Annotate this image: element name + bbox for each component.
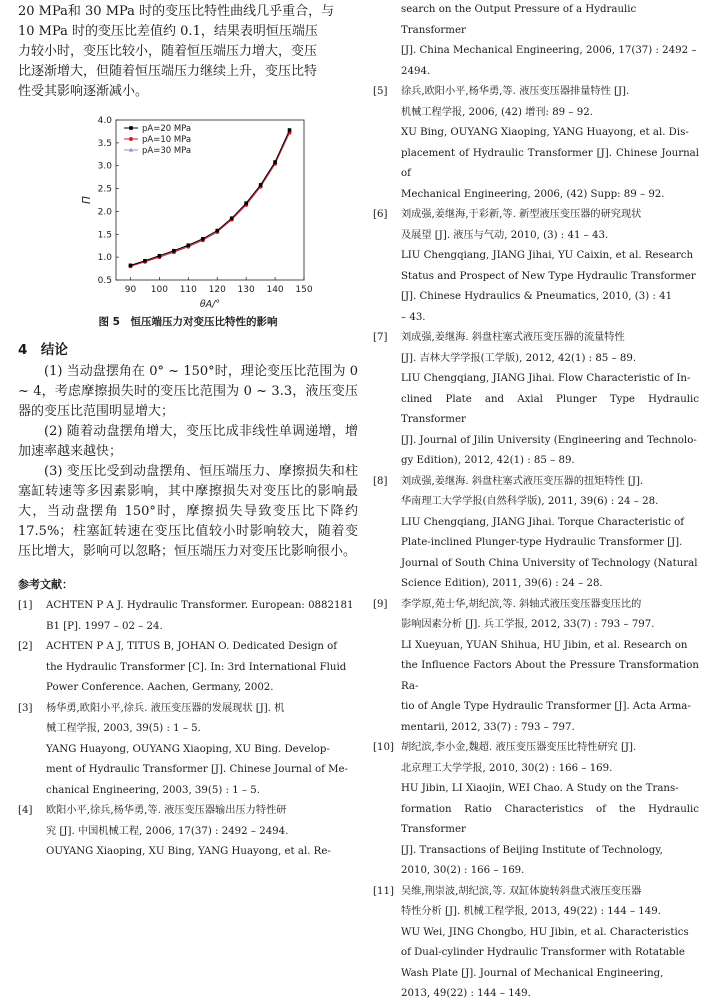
intro-line: 力较小时，变压比较小，随着恒压端压力增大，变压 <box>18 44 318 59</box>
reference-text <box>46 801 358 863</box>
y-tick-label: 3.5 <box>97 138 112 149</box>
x-tick-label: 130 <box>237 285 255 295</box>
intro-line: 10 MPa 时的变压比差值约 0.1，结果表明恒压端压 <box>18 24 318 39</box>
reference-item <box>18 637 358 699</box>
figure-caption: 图 5 恒压端压力对变压比特性的影响 <box>98 316 278 328</box>
reference-number: [2] <box>18 641 33 652</box>
ref-line: LI Xueyuan, YUAN Shihua, HU Jibin, et al. Research on <box>401 639 688 651</box>
ref-line: 及展望 [J]. 液压与气动, 2010, (3) : 41 – 43. <box>401 229 609 241</box>
ref-line: Science Edition), 2011, 39(6) : 24 – 28. <box>401 578 603 589</box>
reference-item <box>373 738 699 882</box>
reference-text <box>46 637 358 699</box>
data-point <box>230 216 234 220</box>
ref-line: 机械工程学报, 2006, (42) 增刊: 89 – 92. <box>401 106 593 118</box>
legend-marker <box>129 137 133 141</box>
ref-line: [J]. Chinese Hydraulics & Pneumatics, 2010, (3) : 41 <box>401 291 673 302</box>
reference-text <box>401 472 699 595</box>
ref-line: 刘成强,姜继海,于彩新,等. 新型液压变压器的研究现状 <box>401 209 642 220</box>
ref-line: 欧阳小平,徐兵,杨华勇,等. 液压变压器输出压力特性研 <box>46 805 287 816</box>
ref-line: 2013, 49(22) : 144 – 149. <box>401 988 531 999</box>
ref-line: 北京理工大学学报, 2010, 30(2) : 166 – 169. <box>401 762 613 774</box>
data-point <box>187 243 191 247</box>
legend-marker <box>129 126 133 130</box>
ref-line: XU Bing, OUYANG Xiaoping, YANG Huayong, et al. Dis- <box>401 127 689 138</box>
ref-line: 杨华勇,欧阳小平,徐兵. 液压变压器的发展现状 [J]. 机 <box>46 702 285 714</box>
x-tick-label: 100 <box>150 285 168 295</box>
data-point <box>143 259 147 263</box>
reference-item <box>373 472 699 595</box>
ref-line: tio of Angle Type Hydraulic Transformer [J]. Acta Arma- <box>401 701 691 712</box>
reference-text <box>401 205 699 328</box>
x-tick-label: 140 <box>266 285 284 295</box>
conclusion-1: (1) 当动盘摆角在 0° ~ 150°时，理论变压比范围为 0 ~ 4，考虑摩擦损失时的变压比范围为 0 ~ 3.3，液压变压器的变压比范围明显增大； <box>18 364 358 419</box>
reference-number: [10] <box>373 742 394 753</box>
ref-line: clined Plate and Axial Plunger Type Hydraulic Transformer <box>401 393 699 425</box>
reference-item <box>373 328 699 472</box>
y-tick-label: 2.0 <box>97 207 112 218</box>
legend-label: pA=30 MPa <box>142 146 192 156</box>
reference-number: [1] <box>18 600 33 611</box>
legend-label: pA=20 MPa <box>142 124 192 134</box>
ref-line: formation Ratio Characteristics of the Hydraulic Transformer <box>401 803 699 835</box>
ref-line: OUYANG Xiaoping, XU Bing, YANG Huayong, et al. Re- <box>46 846 331 857</box>
ref-line: 李学原,苑士华,胡纪滨,等. 斜轴式液压变压器变压比的 <box>401 598 642 610</box>
ref-line: search on the Output Pressure of a Hydraulic Transformer <box>401 4 637 36</box>
ref-line: Wash Plate [J]. Journal of Mechanical Engineering, <box>401 967 664 979</box>
data-point <box>201 237 205 241</box>
ref-line: ACHTEN P A J. Hydraulic Transformer. European: 0882181 <box>46 600 354 611</box>
ref-line: 械工程学报, 2003, 39(5) : 1 – 5. <box>46 723 201 734</box>
ref-line: YANG Huayong, OUYANG Xiaoping, XU Bing. Develop- <box>46 743 330 755</box>
y-tick-label: 4.0 <box>97 116 112 126</box>
ref-line: [J]. Journal of Jilin University (Engineering and Technolo- <box>401 434 697 446</box>
reference-item <box>18 801 358 863</box>
reference-item <box>373 595 699 739</box>
ref-line: 徐兵,欧阳小平,杨华勇,等. 液压变压器排量特性 [J]. <box>401 86 630 97</box>
data-point <box>273 160 277 164</box>
ref-line: Status and Prospect of New Type Hydraulic Transformer <box>401 270 696 282</box>
legend-label: pA=10 MPa <box>142 135 192 145</box>
reference-text <box>401 82 699 205</box>
reference-text <box>401 595 699 739</box>
conclusion-2: (2) 随着动盘摆角增大，变压比成非线性单调递增，增加速率越来越快； <box>18 424 358 459</box>
left-column <box>18 0 358 863</box>
ref-line: the Influence Factors About the Pressure Transformation Ra- <box>401 660 699 692</box>
x-tick-label: 150 <box>295 285 313 295</box>
y-tick-label: 0.5 <box>97 276 112 286</box>
ref-line: HU Jibin, LI Xiaojin, WEI Chao. A Study on the Trans- <box>401 783 679 794</box>
ref-line: mentarii, 2012, 33(7) : 793 – 797. <box>401 721 575 733</box>
chart-svg <box>18 108 358 314</box>
ref-line: – 43. <box>401 311 426 323</box>
references-title: 参考文献： <box>18 578 73 591</box>
reference-number: [4] <box>18 805 33 816</box>
ref-line: 影响因素分析 [J]. 兵工学报, 2012, 33(7) : 793 – 797. <box>401 619 655 630</box>
ref-line: 吴维,荆崇波,胡纪滨,等. 双缸体旋转斜盘式液压变压器 <box>401 885 642 897</box>
y-tick-label: 3.0 <box>97 161 112 172</box>
ref-line: [J]. China Mechanical Engineering, 2006, 17(37) : 2492 – <box>401 45 697 56</box>
x-axis-label: θA/° <box>199 299 221 310</box>
reference-item <box>18 596 358 637</box>
x-tick-label: 90 <box>124 285 137 295</box>
x-tick-label: 110 <box>179 285 197 295</box>
reference-text <box>46 596 358 637</box>
ref-line: B1 [P]. 1997 – 02 – 24. <box>46 620 163 632</box>
reference-item <box>373 82 699 205</box>
ref-line: WU Wei, JING Chongbo, HU Jibin, et al. Characteristics <box>401 926 689 938</box>
ref-line: LIU Chengqiang, JIANG Jihai. Flow Characteristic of In- <box>401 373 691 384</box>
data-point <box>215 229 219 233</box>
ref-line: 究 [J]. 中国机械工程, 2006, 17(37) : 2492 – 2494. <box>46 825 289 837</box>
data-point <box>288 128 292 132</box>
references-left <box>18 596 358 863</box>
ref-line: 2494. <box>401 65 431 77</box>
ref-line: 特性分析 [J]. 机械工程学报, 2013, 49(22) : 144 – 149. <box>401 906 661 917</box>
ref-line: 华南理工大学学报(自然科学版), 2011, 39(6) : 24 – 28. <box>401 496 659 507</box>
figure-5-chart <box>18 108 358 314</box>
ref-line: 2010, 30(2) : 166 – 169. <box>401 865 525 876</box>
reference-number: [9] <box>373 598 388 610</box>
intro-paragraph <box>18 2 358 102</box>
reference-4-continued <box>373 0 699 82</box>
section-title: 4 结论 <box>18 342 68 358</box>
ref-line: ment of Hydraulic Transformer [J]. Chinese Journal of Me- <box>46 764 348 775</box>
ref-line: 胡纪滨,李小金,魏超. 液压变压器变压比特性研究 [J]. <box>401 742 637 753</box>
data-point <box>244 201 248 205</box>
reference-text <box>401 328 699 472</box>
conclusion-3: (3) 变压比受到动盘摆角、恒压端压力、摩擦损失和柱塞缸转速等多因素影响，其中摩擦损失对变压比的影响最大，当动盘摆角 150°时，摩擦损失导致变压比下降约 17.5%；柱塞缸转速在变压比值较小时影响较大，随着变压比增大，影响可以忽略；恒压端压力对变压比影响很小。 <box>18 464 358 559</box>
data-point <box>259 183 263 187</box>
ref-line: Power Conference. Aachen, Germany, 2002. <box>46 682 274 693</box>
ref-line: Plate-inclined Plunger-type Hydraulic Transformer [J]. <box>401 537 683 548</box>
ref-line: chanical Engineering, 2003, 39(5) : 1 – 5. <box>46 784 260 796</box>
ref-line: 刘成强,姜继海. 斜盘柱塞式液压变压器的流量特性 <box>401 332 625 343</box>
reference-text <box>46 699 358 802</box>
reference-number: [6] <box>373 209 388 220</box>
data-point <box>158 254 162 258</box>
y-tick-label: 1.0 <box>97 253 112 264</box>
ref-line: the Hydraulic Transformer [C]. In: 3rd International Fluid <box>46 661 347 673</box>
right-column <box>373 0 699 1005</box>
reference-item <box>18 699 358 802</box>
y-tick-label: 1.5 <box>97 230 112 241</box>
intro-line: 性受其影响逐渐减小。 <box>18 84 149 99</box>
ref-line: Journal of South China University of Technology (Natural <box>401 557 698 569</box>
ref-line: [J]. Transactions of Beijing Institute of Technology, <box>401 844 663 856</box>
reference-item <box>373 205 699 328</box>
reference-number: [3] <box>18 702 33 714</box>
reference-number: [7] <box>373 332 388 343</box>
ref-line: LIU Chengqiang, JIANG Jihai. Torque Characteristic of <box>401 516 685 528</box>
ref-line: Mechanical Engineering, 2006, (42) Supp: 89 – 92. <box>401 188 665 200</box>
reference-item <box>373 882 699 1005</box>
ref-line: ACHTEN P A J, TITUS B, JOHAN O. Dedicated Design of <box>46 641 338 652</box>
y-tick-label: 2.5 <box>97 184 112 195</box>
intro-line: 20 MPa和 30 MPa 时的变压比特性曲线几乎重合，与 <box>18 4 335 19</box>
reference-number: [8] <box>373 475 388 487</box>
data-point <box>172 249 176 253</box>
ref-line: of Dual-cylinder Hydraulic Transformer with Rotatable <box>401 947 685 958</box>
reference-number: [5] <box>373 86 388 97</box>
reference-text <box>401 882 699 1005</box>
x-tick-label: 120 <box>208 285 226 295</box>
ref-line: [J]. 吉林大学学报(工学版), 2012, 42(1) : 85 – 89. <box>401 352 637 364</box>
references-right <box>373 82 699 1005</box>
ref-line: placement of Hydraulic Transformer [J]. Chinese Journal of <box>401 147 699 179</box>
reference-text <box>401 738 699 882</box>
ref-line: LIU Chengqiang, JIANG Jihai, YU Caixin, et al. Research <box>401 250 694 261</box>
y-axis-label: Π <box>81 196 93 204</box>
intro-line: 比逐渐增大，但随着恒压端压力继续上升，变压比特 <box>18 64 318 79</box>
ref-line: gy Edition), 2012, 42(1) : 85 – 89. <box>401 455 575 466</box>
reference-number: [11] <box>373 885 394 897</box>
data-point <box>129 264 133 268</box>
ref-line: 刘成强,姜继海. 斜盘柱塞式液压变压器的扭矩特性 [J]. <box>401 475 644 487</box>
